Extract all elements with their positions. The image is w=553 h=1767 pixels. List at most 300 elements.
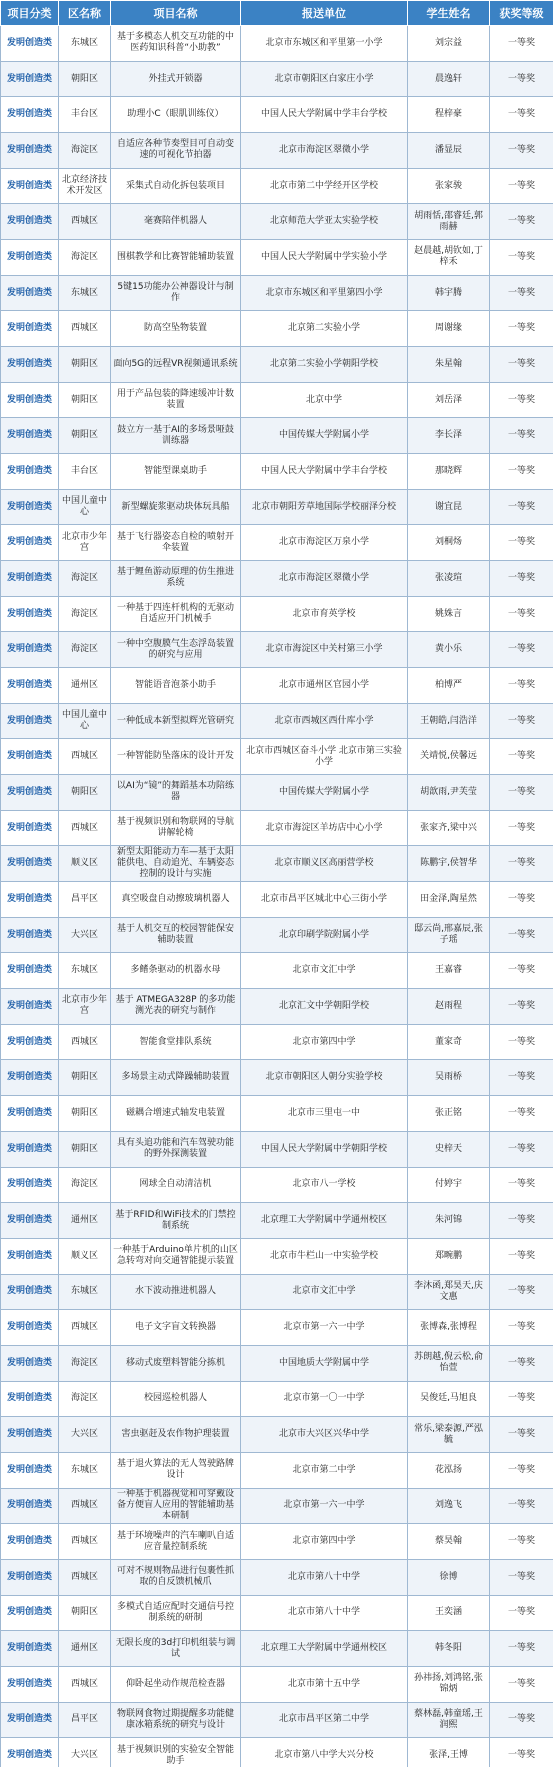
table-row [1,133,553,169]
cell-award: 一等奖 [490,1452,553,1488]
cell-award: 一等奖 [490,1274,553,1310]
cell-project: 水下波动推进机器人 [111,1274,241,1310]
cell-project: 基于环境噪声的汽车喇叭自适应音量控制系统 [111,1524,241,1560]
cell-project: 无限长度的3d打印机组装与调试 [111,1631,241,1667]
cell-students: 王嘉睿 [408,953,490,989]
cell-school: 北京市文汇中学 [241,1274,408,1310]
cell-students: 刘逸飞 [408,1488,490,1524]
cell-category: 发明创造类 [1,133,59,169]
cell-students: 程梓豪 [408,97,490,133]
cell-district: 北京市少年宫 [59,989,111,1025]
cell-category: 发明创造类 [1,204,59,240]
cell-district: 中国儿童中心 [59,703,111,739]
table-row [1,1452,553,1488]
cell-project: 一种基于四连杆机构的无驱动自适应开门机械手 [111,596,241,632]
cell-award: 一等奖 [490,1524,553,1560]
table-row [1,1381,553,1417]
cell-district: 朝阳区 [59,347,111,383]
table-row [1,1203,553,1239]
table-row [1,1238,553,1274]
cell-project: 外挂式开锁器 [111,61,241,97]
cell-award: 一等奖 [490,275,553,311]
cell-project: 一种中空腹膜气生态浮岛装置的研究与应用 [111,632,241,668]
cell-project: 物联网食物过期提醒多功能健康冰箱系统的研究与设计 [111,1702,241,1738]
cell-school: 北京市海淀区翠微小学 [241,133,408,169]
cell-district: 西城区 [59,1666,111,1702]
cell-students: 那晓辉 [408,454,490,490]
cell-project: 一种智能防坠落床的设计开发 [111,739,241,775]
cell-award: 一等奖 [490,561,553,597]
cell-students: 周谢缘 [408,311,490,347]
cell-category: 发明创造类 [1,61,59,97]
cell-district: 昌平区 [59,882,111,918]
table-header-row [1,1,553,26]
cell-award: 一等奖 [490,311,553,347]
header-award: 获奖等级 [490,1,553,26]
cell-project: 基于鲤鱼游动原理的仿生推进系统 [111,561,241,597]
cell-category: 发明创造类 [1,26,59,62]
cell-district: 西城区 [59,810,111,846]
cell-school: 北京市第八十中学 [241,1595,408,1631]
cell-students: 常乐,梁泰源,严泓毓 [408,1417,490,1453]
cell-award: 一等奖 [490,61,553,97]
cell-school: 北京市通州区官园小学 [241,668,408,704]
cell-category: 发明创造类 [1,1167,59,1203]
table-row [1,596,553,632]
cell-school: 北京市朝阳区白家庄小学 [241,61,408,97]
cell-students: 蔡昊翰 [408,1524,490,1560]
header-district: 区名称 [59,1,111,26]
table-row [1,1345,553,1381]
cell-award: 一等奖 [490,133,553,169]
cell-students: 张凌瑄 [408,561,490,597]
cell-category: 发明创造类 [1,775,59,811]
cell-category: 发明创造类 [1,1524,59,1560]
cell-award: 一等奖 [490,1702,553,1738]
cell-category: 发明创造类 [1,846,59,882]
cell-students: 赵晨越,胡钦如,丁梓禾 [408,240,490,276]
header-students: 学生姓名 [408,1,490,26]
cell-category: 发明创造类 [1,1381,59,1417]
cell-category: 发明创造类 [1,1631,59,1667]
cell-district: 中国儿童中心 [59,489,111,525]
cell-district: 朝阳区 [59,1595,111,1631]
table-row [1,311,553,347]
cell-school: 北京市海淀区中关村第三小学 [241,632,408,668]
cell-district: 丰台区 [59,97,111,133]
cell-project: 电子文字盲文转换器 [111,1310,241,1346]
cell-district: 海淀区 [59,561,111,597]
cell-district: 大兴区 [59,1738,111,1767]
cell-school: 北京市文汇中学 [241,953,408,989]
cell-school: 北京市牛栏山一中实验学校 [241,1238,408,1274]
cell-category: 发明创造类 [1,1738,59,1767]
cell-category: 发明创造类 [1,1452,59,1488]
cell-award: 一等奖 [490,917,553,953]
cell-award: 一等奖 [490,418,553,454]
cell-award: 一等奖 [490,1024,553,1060]
cell-students: 黄小乐 [408,632,490,668]
cell-school: 北京市东城区和平里第四小学 [241,275,408,311]
header-category: 项目分类 [1,1,59,26]
cell-students: 苏朗越,倪云松,俞怡萱 [408,1345,490,1381]
cell-school: 北京中学 [241,382,408,418]
table-row [1,810,553,846]
cell-school: 北京市八一学校 [241,1167,408,1203]
cell-award: 一等奖 [490,1666,553,1702]
cell-award: 一等奖 [490,703,553,739]
cell-award: 一等奖 [490,454,553,490]
cell-students: 李长泽 [408,418,490,454]
cell-district: 海淀区 [59,1381,111,1417]
cell-district: 西城区 [59,1310,111,1346]
cell-students: 蔡林磊,韩童瑶,王润熙 [408,1702,490,1738]
table-row [1,989,553,1025]
cell-district: 东城区 [59,275,111,311]
cell-students: 邸云尚,邢嘉辰,张子瑶 [408,917,490,953]
cell-award: 一等奖 [490,596,553,632]
cell-school: 北京市第二中学 [241,1452,408,1488]
cell-category: 发明创造类 [1,1345,59,1381]
table-row [1,97,553,133]
cell-category: 发明创造类 [1,596,59,632]
cell-students: 张家骏 [408,168,490,204]
cell-project: 用于产品包装的降速缓冲计数装置 [111,382,241,418]
cell-students: 胡雨恬,邵睿廷,郭雨赫 [408,204,490,240]
cell-school: 北京市海淀区万泉小学 [241,525,408,561]
table-row [1,561,553,597]
cell-students: 董家奇 [408,1024,490,1060]
cell-award: 一等奖 [490,1310,553,1346]
cell-category: 发明创造类 [1,632,59,668]
table-row [1,1310,553,1346]
cell-district: 海淀区 [59,1167,111,1203]
cell-district: 朝阳区 [59,775,111,811]
table-row [1,61,553,97]
cell-district: 西城区 [59,311,111,347]
cell-district: 朝阳区 [59,418,111,454]
cell-school: 北京师范大学亚太实验学校 [241,204,408,240]
cell-category: 发明创造类 [1,1096,59,1132]
cell-award: 一等奖 [490,810,553,846]
table-row [1,1595,553,1631]
cell-award: 一等奖 [490,1488,553,1524]
table-row [1,275,553,311]
cell-school: 北京市第一〇一中学 [241,1381,408,1417]
cell-category: 发明创造类 [1,454,59,490]
cell-district: 朝阳区 [59,382,111,418]
cell-project: 面向5G的远程VR视频通讯系统 [111,347,241,383]
cell-school: 北京市第四中学 [241,1024,408,1060]
cell-school: 北京市西城区奋斗小学 北京市第三实验小学 [241,739,408,775]
table-row [1,882,553,918]
cell-students: 赵雨程 [408,989,490,1025]
cell-district: 东城区 [59,1452,111,1488]
table-row [1,1631,553,1667]
cell-award: 一等奖 [490,1738,553,1767]
cell-category: 发明创造类 [1,382,59,418]
cell-project: 以AI为“镜”的舞蹈基本功陪练器 [111,775,241,811]
cell-students: 花泓扬 [408,1452,490,1488]
cell-award: 一等奖 [490,953,553,989]
cell-project: 校园巡检机器人 [111,1381,241,1417]
cell-students: 朱星翰 [408,347,490,383]
cell-school: 中国人民大学附属中学实验小学 [241,240,408,276]
cell-district: 海淀区 [59,632,111,668]
cell-project: 基于人机交互的校园智能保安辅助装置 [111,917,241,953]
table-row [1,846,553,882]
cell-school: 北京第二实验小学朝阳学校 [241,347,408,383]
cell-district: 西城区 [59,1024,111,1060]
cell-project: 鼓立方一基于AI的多场景哑鼓训练器 [111,418,241,454]
cell-school: 北京市第二中学经开区学校 [241,168,408,204]
cell-students: 徐博 [408,1559,490,1595]
table-row [1,525,553,561]
cell-students: 张泽,王博 [408,1738,490,1767]
table-row [1,1274,553,1310]
cell-students: 关靖悦,侯馨远 [408,739,490,775]
cell-school: 北京市昌平区城北中心三街小学 [241,882,408,918]
cell-students: 史梓天 [408,1131,490,1167]
cell-school: 北京市第八中学大兴分校 [241,1738,408,1767]
table-row [1,454,553,490]
cell-district: 海淀区 [59,240,111,276]
cell-students: 张正铭 [408,1096,490,1132]
cell-category: 发明创造类 [1,97,59,133]
table-row [1,347,553,383]
table-row [1,1417,553,1453]
cell-school: 北京市第一六一中学 [241,1310,408,1346]
cell-project: 一种低成本新型拟辉光管研究 [111,703,241,739]
cell-project: 多模式自适应配时交通信号控制系统的研制 [111,1595,241,1631]
cell-district: 朝阳区 [59,1060,111,1096]
cell-school: 北京市第一六一中学 [241,1488,408,1524]
cell-students: 王奕涵 [408,1595,490,1631]
cell-category: 发明创造类 [1,311,59,347]
cell-award: 一等奖 [490,1096,553,1132]
table-row [1,1060,553,1096]
cell-project: 助理小C（眼肌训练仪） [111,97,241,133]
cell-school: 北京汇文中学朝阳学校 [241,989,408,1025]
cell-students: 张博森,张博程 [408,1310,490,1346]
cell-category: 发明创造类 [1,525,59,561]
cell-category: 发明创造类 [1,1203,59,1239]
cell-district: 顺义区 [59,846,111,882]
cell-students: 韩宇腾 [408,275,490,311]
cell-project: 5键15功能办公神器设计与制作 [111,275,241,311]
cell-school: 北京市顺义区高丽营学校 [241,846,408,882]
cell-students: 朱河锦 [408,1203,490,1239]
cell-award: 一等奖 [490,775,553,811]
cell-school: 北京市第四中学 [241,1524,408,1560]
cell-district: 大兴区 [59,917,111,953]
cell-category: 发明创造类 [1,1238,59,1274]
cell-category: 发明创造类 [1,1559,59,1595]
cell-award: 一等奖 [490,382,553,418]
cell-school: 中国人民大学附属中学丰台学校 [241,97,408,133]
cell-award: 一等奖 [490,989,553,1025]
cell-district: 西城区 [59,1524,111,1560]
cell-students: 陈鹏宇,侯智华 [408,846,490,882]
cell-award: 一等奖 [490,882,553,918]
table-row [1,953,553,989]
cell-project: 多鳍条驱动的机器水母 [111,953,241,989]
cell-school: 北京市西城区西什库小学 [241,703,408,739]
cell-award: 一等奖 [490,347,553,383]
cell-district: 北京市少年宫 [59,525,111,561]
cell-students: 郑畹鹏 [408,1238,490,1274]
cell-award: 一等奖 [490,240,553,276]
cell-award: 一等奖 [490,489,553,525]
cell-district: 朝阳区 [59,1096,111,1132]
cell-school: 北京市第十五中学 [241,1666,408,1702]
cell-district: 昌平区 [59,1702,111,1738]
cell-category: 发明创造类 [1,953,59,989]
cell-award: 一等奖 [490,1417,553,1453]
cell-students: 孙祎扬,刘鸿铭,张锦炳 [408,1666,490,1702]
cell-district: 大兴区 [59,1417,111,1453]
cell-students: 张家齐,梁中兴 [408,810,490,846]
cell-category: 发明创造类 [1,739,59,775]
cell-district: 东城区 [59,26,111,62]
cell-project: 可对不规则物品进行包裹性抓取的自反馈机械爪 [111,1559,241,1595]
cell-category: 发明创造类 [1,1060,59,1096]
cell-school: 中国人民大学附属中学丰台学校 [241,454,408,490]
cell-school: 中国传媒大学附属小学 [241,775,408,811]
cell-category: 发明创造类 [1,1702,59,1738]
cell-category: 发明创造类 [1,1417,59,1453]
cell-students: 王朝皓,闫浩洋 [408,703,490,739]
cell-school: 北京印刷学院附属小学 [241,917,408,953]
cell-project: 基于飞行器姿态自检的喷射开伞装置 [111,525,241,561]
cell-award: 一等奖 [490,1631,553,1667]
cell-project: 一种基于机器视觉和可穿戴设备方便盲人应用的智能辅助基本研制 [111,1488,241,1524]
table-row [1,1167,553,1203]
cell-project: 具有头追功能和汽车驾驶功能的野外探测装置 [111,1131,241,1167]
cell-school: 北京市东城区和平里第一小学 [241,26,408,62]
cell-award: 一等奖 [490,846,553,882]
cell-project: 基于RFID和WiFi技术的门禁控制系统 [111,1203,241,1239]
cell-students: 姚姝言 [408,596,490,632]
cell-project: 基于视频识别的实验安全智能助手 [111,1738,241,1767]
table-row [1,775,553,811]
table-row [1,739,553,775]
cell-school: 北京市昌平区第二中学 [241,1702,408,1738]
cell-students: 刘宗益 [408,26,490,62]
cell-project: 基于退火算法的无人驾驶路牌设计 [111,1452,241,1488]
cell-district: 海淀区 [59,596,111,632]
cell-district: 西城区 [59,739,111,775]
cell-project: 基于 ATMEGA328P 的多功能测光表的研究与制作 [111,989,241,1025]
cell-award: 一等奖 [490,525,553,561]
cell-project: 毫赛陪伴机器人 [111,204,241,240]
cell-district: 东城区 [59,953,111,989]
cell-category: 发明创造类 [1,561,59,597]
cell-category: 发明创造类 [1,810,59,846]
table-row [1,168,553,204]
cell-project: 移动式废塑料智能分拣机 [111,1345,241,1381]
table-row [1,418,553,454]
cell-district: 通州区 [59,1631,111,1667]
cell-school: 北京市海淀区羊坊店中心小学 [241,810,408,846]
cell-award: 一等奖 [490,632,553,668]
table-row [1,1131,553,1167]
cell-project: 害虫驱赶及农作物护理装置 [111,1417,241,1453]
table-row [1,1488,553,1524]
cell-students: 潘显辰 [408,133,490,169]
table-row [1,489,553,525]
cell-award: 一等奖 [490,204,553,240]
table-row [1,1666,553,1702]
cell-project: 围棋教学和比赛智能辅助装置 [111,240,241,276]
cell-award: 一等奖 [490,1345,553,1381]
cell-award: 一等奖 [490,1595,553,1631]
cell-category: 发明创造类 [1,1666,59,1702]
cell-category: 发明创造类 [1,1488,59,1524]
cell-project: 防高空坠物装置 [111,311,241,347]
table-row [1,204,553,240]
cell-category: 发明创造类 [1,1310,59,1346]
cell-project: 基于视频识别和物联网的导航讲解轮椅 [111,810,241,846]
table-row [1,240,553,276]
cell-project: 真空吸盘自动擦玻璃机器人 [111,882,241,918]
cell-award: 一等奖 [490,1381,553,1417]
cell-district: 朝阳区 [59,1131,111,1167]
cell-project: 一种基于Arduino单片机的山区急转弯对向交通智能提示装置 [111,1238,241,1274]
cell-project: 采集式自动化拆包装项目 [111,168,241,204]
cell-students: 刘岳泽 [408,382,490,418]
cell-students: 谢宜昆 [408,489,490,525]
cell-award: 一等奖 [490,1167,553,1203]
cell-award: 一等奖 [490,1559,553,1595]
table-row [1,26,553,62]
cell-school: 北京市朝阳区人朝分实验学校 [241,1060,408,1096]
cell-students: 刘桐炀 [408,525,490,561]
table-row [1,1024,553,1060]
cell-project: 自适应各种节奏型目可自动变速的可视化节拍器 [111,133,241,169]
cell-students: 吴俊廷,马旭良 [408,1381,490,1417]
cell-students: 田金泽,陶星然 [408,882,490,918]
cell-category: 发明创造类 [1,917,59,953]
cell-category: 发明创造类 [1,1024,59,1060]
cell-project: 智能语音泡茶小助手 [111,668,241,704]
cell-school: 中国传媒大学附属小学 [241,418,408,454]
cell-category: 发明创造类 [1,489,59,525]
cell-school: 北京市第八十中学 [241,1559,408,1595]
cell-project: 网球全自动清洁机 [111,1167,241,1203]
cell-category: 发明创造类 [1,1595,59,1631]
cell-district: 北京经济技术开发区 [59,168,111,204]
cell-award: 一等奖 [490,1238,553,1274]
cell-school: 北京第二实验小学 [241,311,408,347]
cell-award: 一等奖 [490,168,553,204]
header-school: 报送单位 [241,1,408,26]
cell-project: 基于多模态人机交互功能的中医药知识科普“小助教” [111,26,241,62]
cell-award: 一等奖 [490,97,553,133]
cell-district: 朝阳区 [59,61,111,97]
cell-category: 发明创造类 [1,347,59,383]
cell-category: 发明创造类 [1,989,59,1025]
cell-category: 发明创造类 [1,240,59,276]
cell-students: 胡歆雨,尹芙莹 [408,775,490,811]
cell-school: 北京市大兴区兴华中学 [241,1417,408,1453]
cell-category: 发明创造类 [1,168,59,204]
cell-school: 北京理工大学附属中学通州校区 [241,1631,408,1667]
cell-school: 中国人民大学附属中学朝阳学校 [241,1131,408,1167]
cell-award: 一等奖 [490,668,553,704]
table-row [1,1524,553,1560]
cell-award: 一等奖 [490,26,553,62]
